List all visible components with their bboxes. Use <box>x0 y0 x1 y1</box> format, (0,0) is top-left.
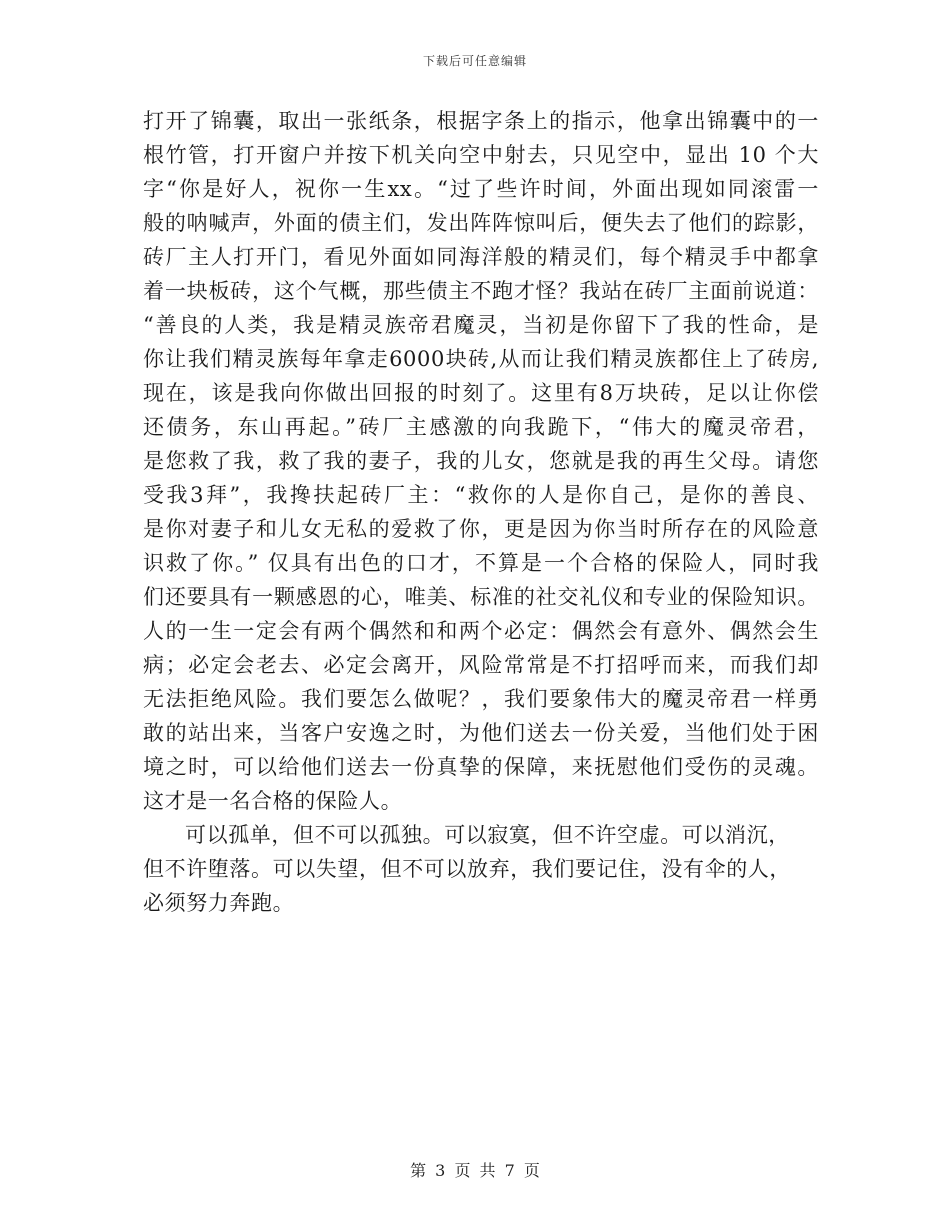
text-line: 打开了锦囊，取出一张纸条，根据字条上的指示，他拿出锦囊中的一 <box>143 109 819 133</box>
text-line: 现在，该是我向你做出回报的时刻了。这里有8万块砖，足以让你偿 <box>143 381 819 405</box>
text-line: 们还要具有一颗感恩的心，唯美、标准的社交礼仪和专业的保险知识。 <box>143 585 819 609</box>
text-line: 但不许堕落。可以失望，但不可以放弃，我们要记住，没有伞的人， <box>143 857 791 881</box>
text-line: 是您救了我，救了我的妻子，我的儿女，您就是我的再生父母。请您 <box>143 449 819 473</box>
text-line: 识救了你。” 仅具有出色的口才，不算是一个合格的保险人，同时我 <box>143 551 819 575</box>
text-line: 境之时，可以给他们送去一份真挚的保障，来抚慰他们受伤的灵魂。 <box>143 755 819 779</box>
text-line: 病；必定会老去、必定会离开，风险常常是不打招呼而来，而我们却 <box>143 653 819 677</box>
text-line: 般的呐喊声，外面的债主们，发出阵阵惊叫后，便失去了他们的踪影， <box>143 211 819 235</box>
text-line: 无法拒绝风险。我们要怎么做呢？，我们要象伟大的魔灵帝君一样勇 <box>143 687 819 711</box>
text-line: 还债务，东山再起。”砖厂主感激的向我跪下，“伟大的魔灵帝君， <box>143 415 819 439</box>
paragraph-2 <box>143 818 819 920</box>
text-line: “善良的人类，我是精灵族帝君魔灵，当初是你留下了我的性命，是 <box>143 313 819 337</box>
text-line: 着一块板砖，这个气概，那些债主不跑才怪？我站在砖厂主面前说道： <box>143 279 819 303</box>
text-line: 这才是一名合格的保险人。 <box>143 789 403 813</box>
text-line: 字“你是好人，祝你一生xx。“过了些许时间，外面出现如同滚雷一 <box>143 177 819 201</box>
text-line: 人的一生一定会有两个偶然和和两个必定：偶然会有意外、偶然会生 <box>143 619 819 643</box>
text-line: 根竹管，打开窗户并按下机关向空中射去，只见空中，显出 10 个大 <box>143 143 819 167</box>
text-line: 必须努力奔跑。 <box>143 891 295 915</box>
paragraph-1 <box>143 104 819 818</box>
page-number: 第 3 页 共 7 页 <box>410 1161 540 1180</box>
page-header: 下载后可任意编辑 <box>422 54 527 68</box>
text-line: 受我3拜”，我搀扶起砖厂主：“救你的人是你自己，是你的善良、 <box>143 483 819 507</box>
text-line: 你让我们精灵族每年拿走6000块砖,从而让我们精灵族都住上了砖房, <box>143 347 819 371</box>
text-line: 可以孤单，但不可以孤独。可以寂寞，但不许空虚。可以消沉， <box>185 823 790 847</box>
document-body <box>143 104 819 920</box>
text-line: 砖厂主人打开门，看见外面如同海洋般的精灵们，每个精灵手中都拿 <box>143 245 819 269</box>
text-line: 是你对妻子和儿女无私的爱救了你，更是因为你当时所存在的风险意 <box>143 517 819 541</box>
text-line: 敢的站出来，当客户安逸之时，为他们送去一份关爱，当他们处于困 <box>143 721 819 745</box>
